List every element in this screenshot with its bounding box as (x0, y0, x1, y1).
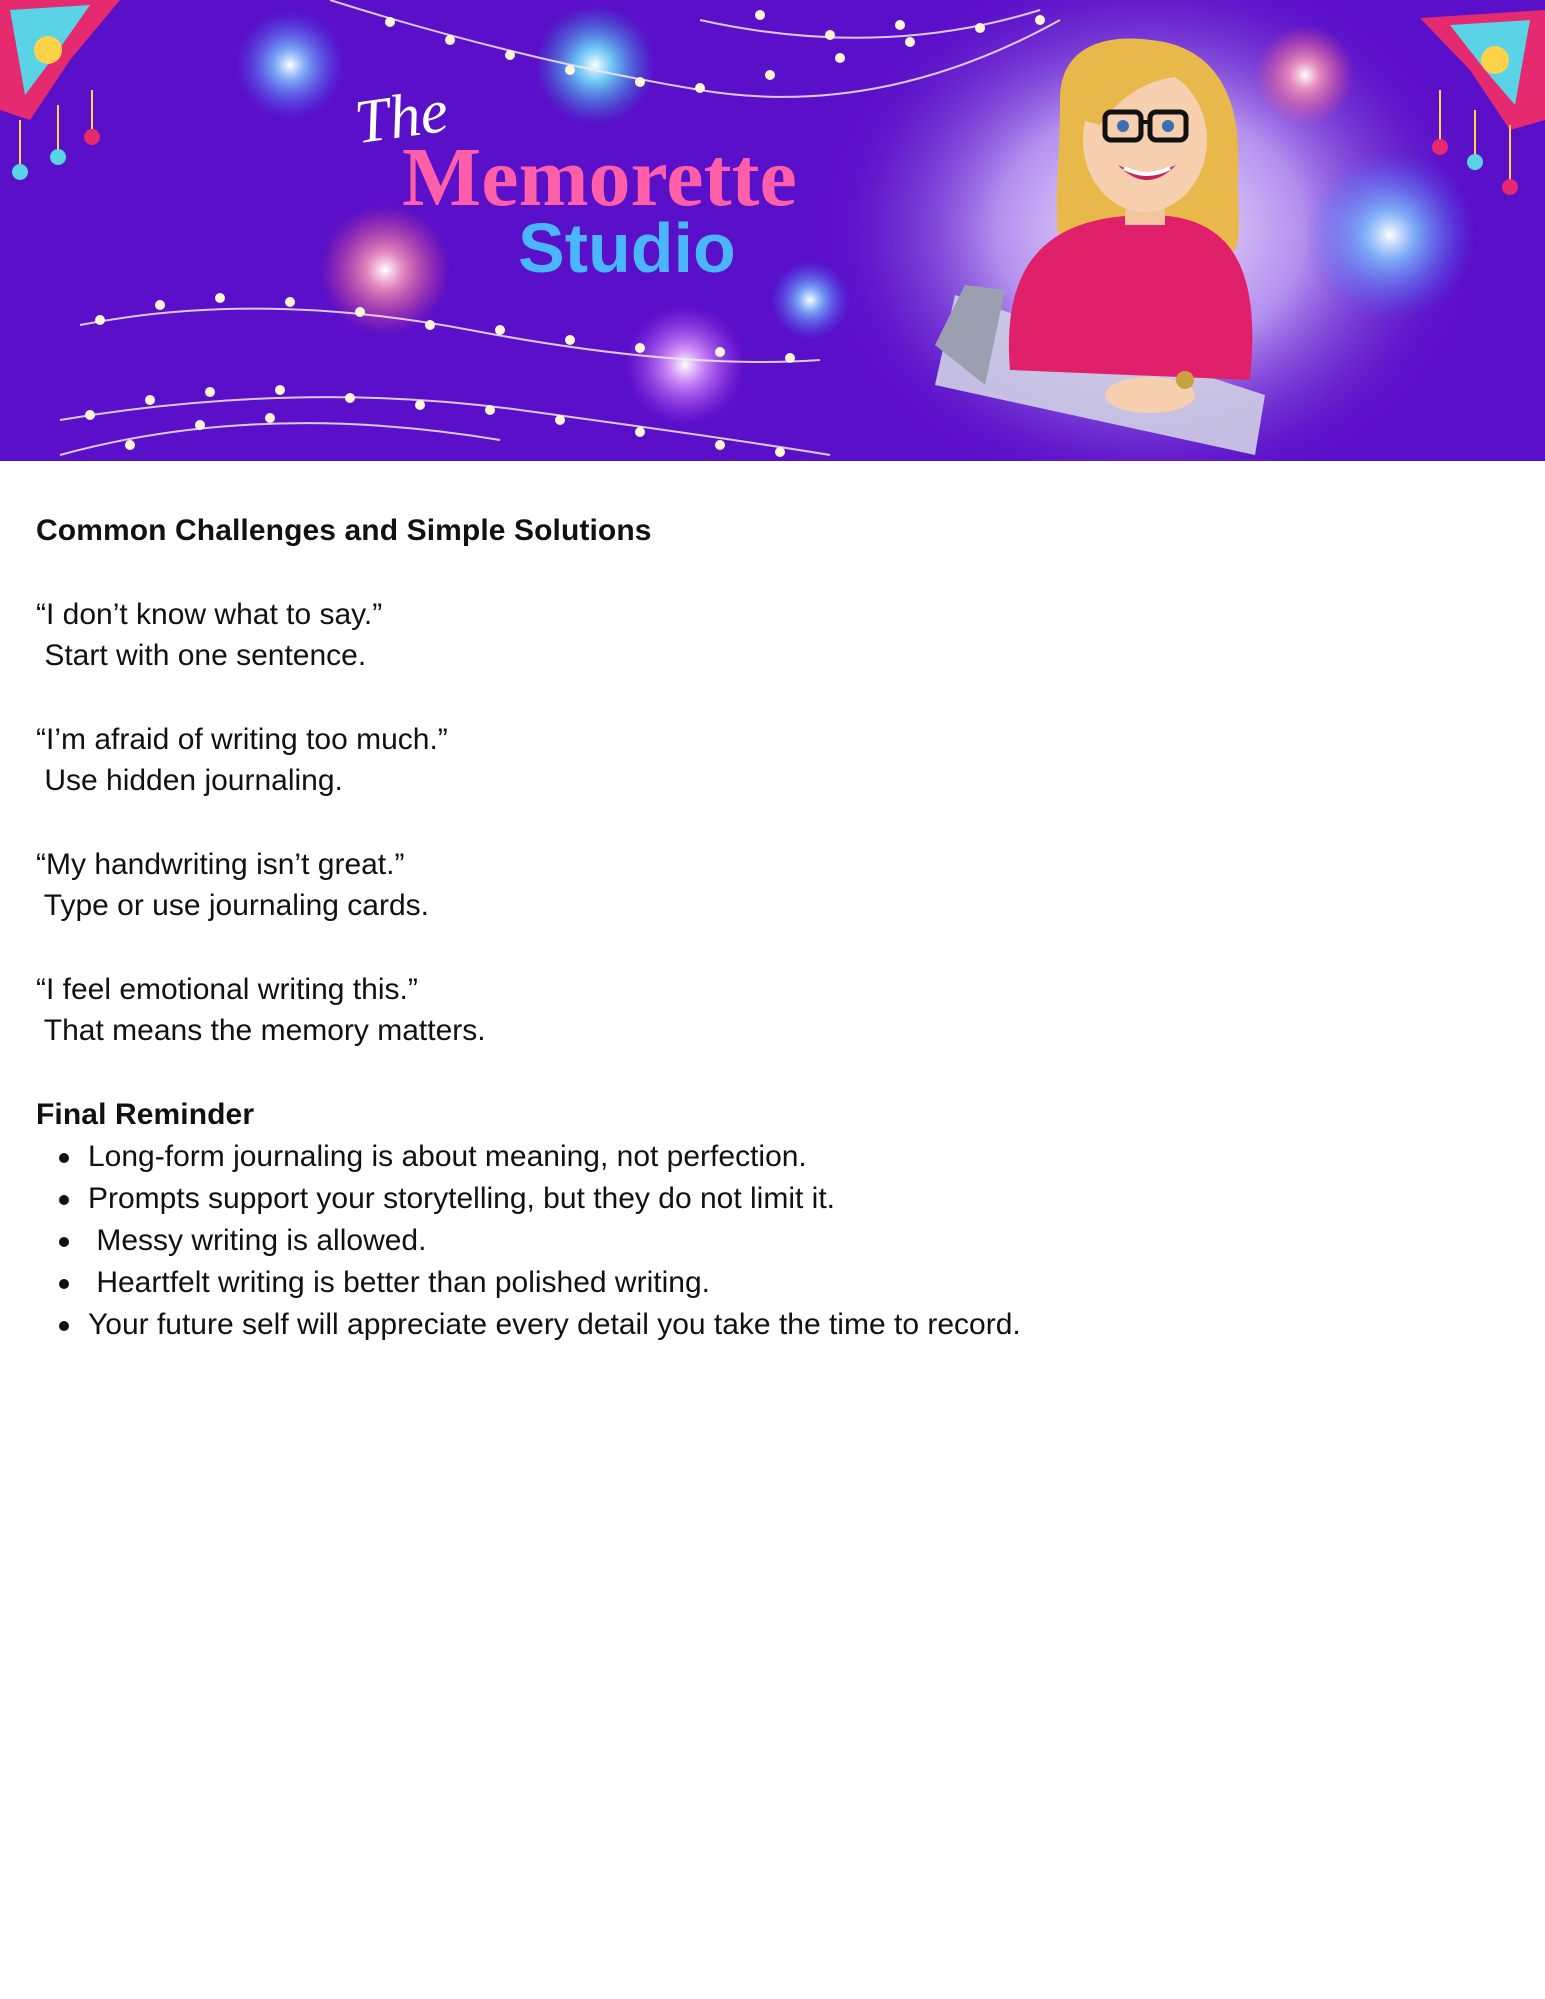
list-item: Long-form journaling is about meaning, not perfection. (52, 1136, 1496, 1178)
challenge-text: “I’m afraid of writing too much.” (36, 723, 448, 756)
list-item: Your future self will appreciate every detail you take the time to record. (52, 1304, 1496, 1346)
svg-text:Memorette: Memorette (402, 131, 797, 224)
challenges-heading: Common Challenges and Simple Solutions (36, 514, 652, 547)
challenge-item (36, 969, 1496, 1051)
document-body (36, 510, 1496, 1346)
solution-text: Type or use journaling cards. (36, 889, 430, 922)
challenge-item (36, 594, 1496, 676)
header-banner (0, 0, 1545, 461)
banner-illustration (0, 0, 1545, 461)
solution-text: Start with one sentence. (36, 639, 367, 672)
svg-text:The: The (350, 76, 453, 158)
challenge-item (36, 719, 1496, 801)
solution-text: That means the memory matters. (36, 1014, 486, 1047)
list-item: Heartfelt writing is better than polished writing. (52, 1262, 1496, 1304)
reminder-list (36, 1136, 1496, 1346)
challenge-item (36, 844, 1496, 926)
svg-text:Studio: Studio (518, 209, 736, 287)
challenge-text: “I feel emotional writing this.” (36, 973, 418, 1006)
left-corner-ornament (0, 0, 120, 180)
list-item: Messy writing is allowed. (52, 1220, 1496, 1262)
challenge-text: “I don’t know what to say.” (36, 598, 383, 631)
solution-text: Use hidden journaling. (36, 764, 343, 797)
challenge-text: “My handwriting isn’t great.” (36, 848, 405, 881)
list-item: Prompts support your storytelling, but they do not limit it. (52, 1178, 1496, 1220)
final-reminder-heading: Final Reminder (36, 1098, 255, 1131)
